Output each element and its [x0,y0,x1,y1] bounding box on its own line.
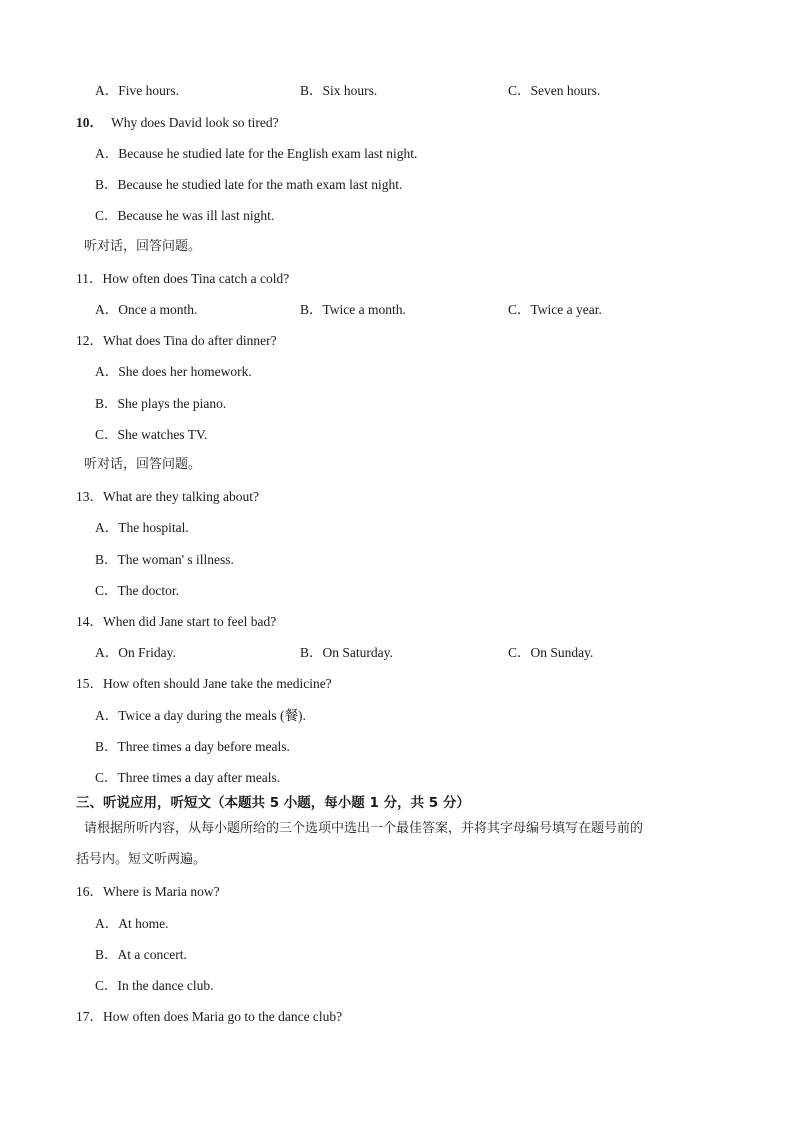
q11-option-b: B．Twice a month. [300,302,406,317]
q15-option-a: A．Twice a day during the meals (餐). [95,708,306,723]
q9-option-a: A．Five hours. [95,83,179,98]
section-3-instructions-line1: 请根据所听内容，从每小题所给的三个选项中选出一个最佳答案，并将其字母编号填写在题号前的 [84,821,644,836]
q16-option-a: A．At home. [95,916,169,931]
q10-text: Why does David look so tired? [111,115,279,130]
q13-question: 13．What are they talking about? [76,489,259,504]
q9-option-b: B．Six hours. [300,83,378,98]
q17-question: 17．How often does Maria go to the dance club? [76,1009,343,1024]
q10-question [76,114,279,132]
q14-option-c: C．On Sunday. [508,645,594,660]
q11-option-a: A．Once a month. [95,302,198,317]
q10-number: 10． [76,115,103,130]
q13-option-c: C．The doctor. [95,583,179,598]
q12-option-a: A．She does her homework. [95,364,252,379]
q10-option-b: B．Because he studied late for the math exam last night. [95,177,403,192]
q15-question: 15．How often should Jane take the medicine? [76,676,332,691]
q16-option-b: B．At a concert. [95,947,187,962]
q15-option-b: B．Three times a day before meals. [95,739,290,754]
q12-option-c: C．She watches TV. [95,427,208,442]
q16-option-c: C．In the dance club. [95,978,214,993]
q14-option-b: B．On Saturday. [300,645,393,660]
q11-option-c: C．Twice a year. [508,302,602,317]
q10-option-a: A．Because he studied late for the English exam last night. [95,146,418,161]
q11-question: 11．How often does Tina catch a cold? [76,271,290,286]
section-3-instructions-line2: 括号内。短文听两遍。 [76,852,207,867]
q10-option-c: C．Because he was ill last night. [95,208,275,223]
q13-option-a: A．The hospital. [95,520,189,535]
q15-option-c: C．Three times a day after meals. [95,770,281,785]
q16-question: 16．Where is Maria now? [76,884,220,899]
q9-option-c: C．Seven hours. [508,83,601,98]
q12-option-b: B．She plays the piano. [95,396,227,411]
q13-option-b: B．The woman' s illness. [95,552,234,567]
section-3-heading: 三、听说应用，听短文（本题共 5 小题，每小题 1 分，共 5 分） [76,795,470,811]
q12-question: 12．What does Tina do after dinner? [76,333,277,348]
q14-option-a: A．On Friday. [95,645,176,660]
instruction-listen-dialogue-2: 听对话，回答问题。 [84,457,202,472]
q14-question: 14．When did Jane start to feel bad? [76,614,277,629]
instruction-listen-dialogue: 听对话，回答问题。 [84,239,202,254]
